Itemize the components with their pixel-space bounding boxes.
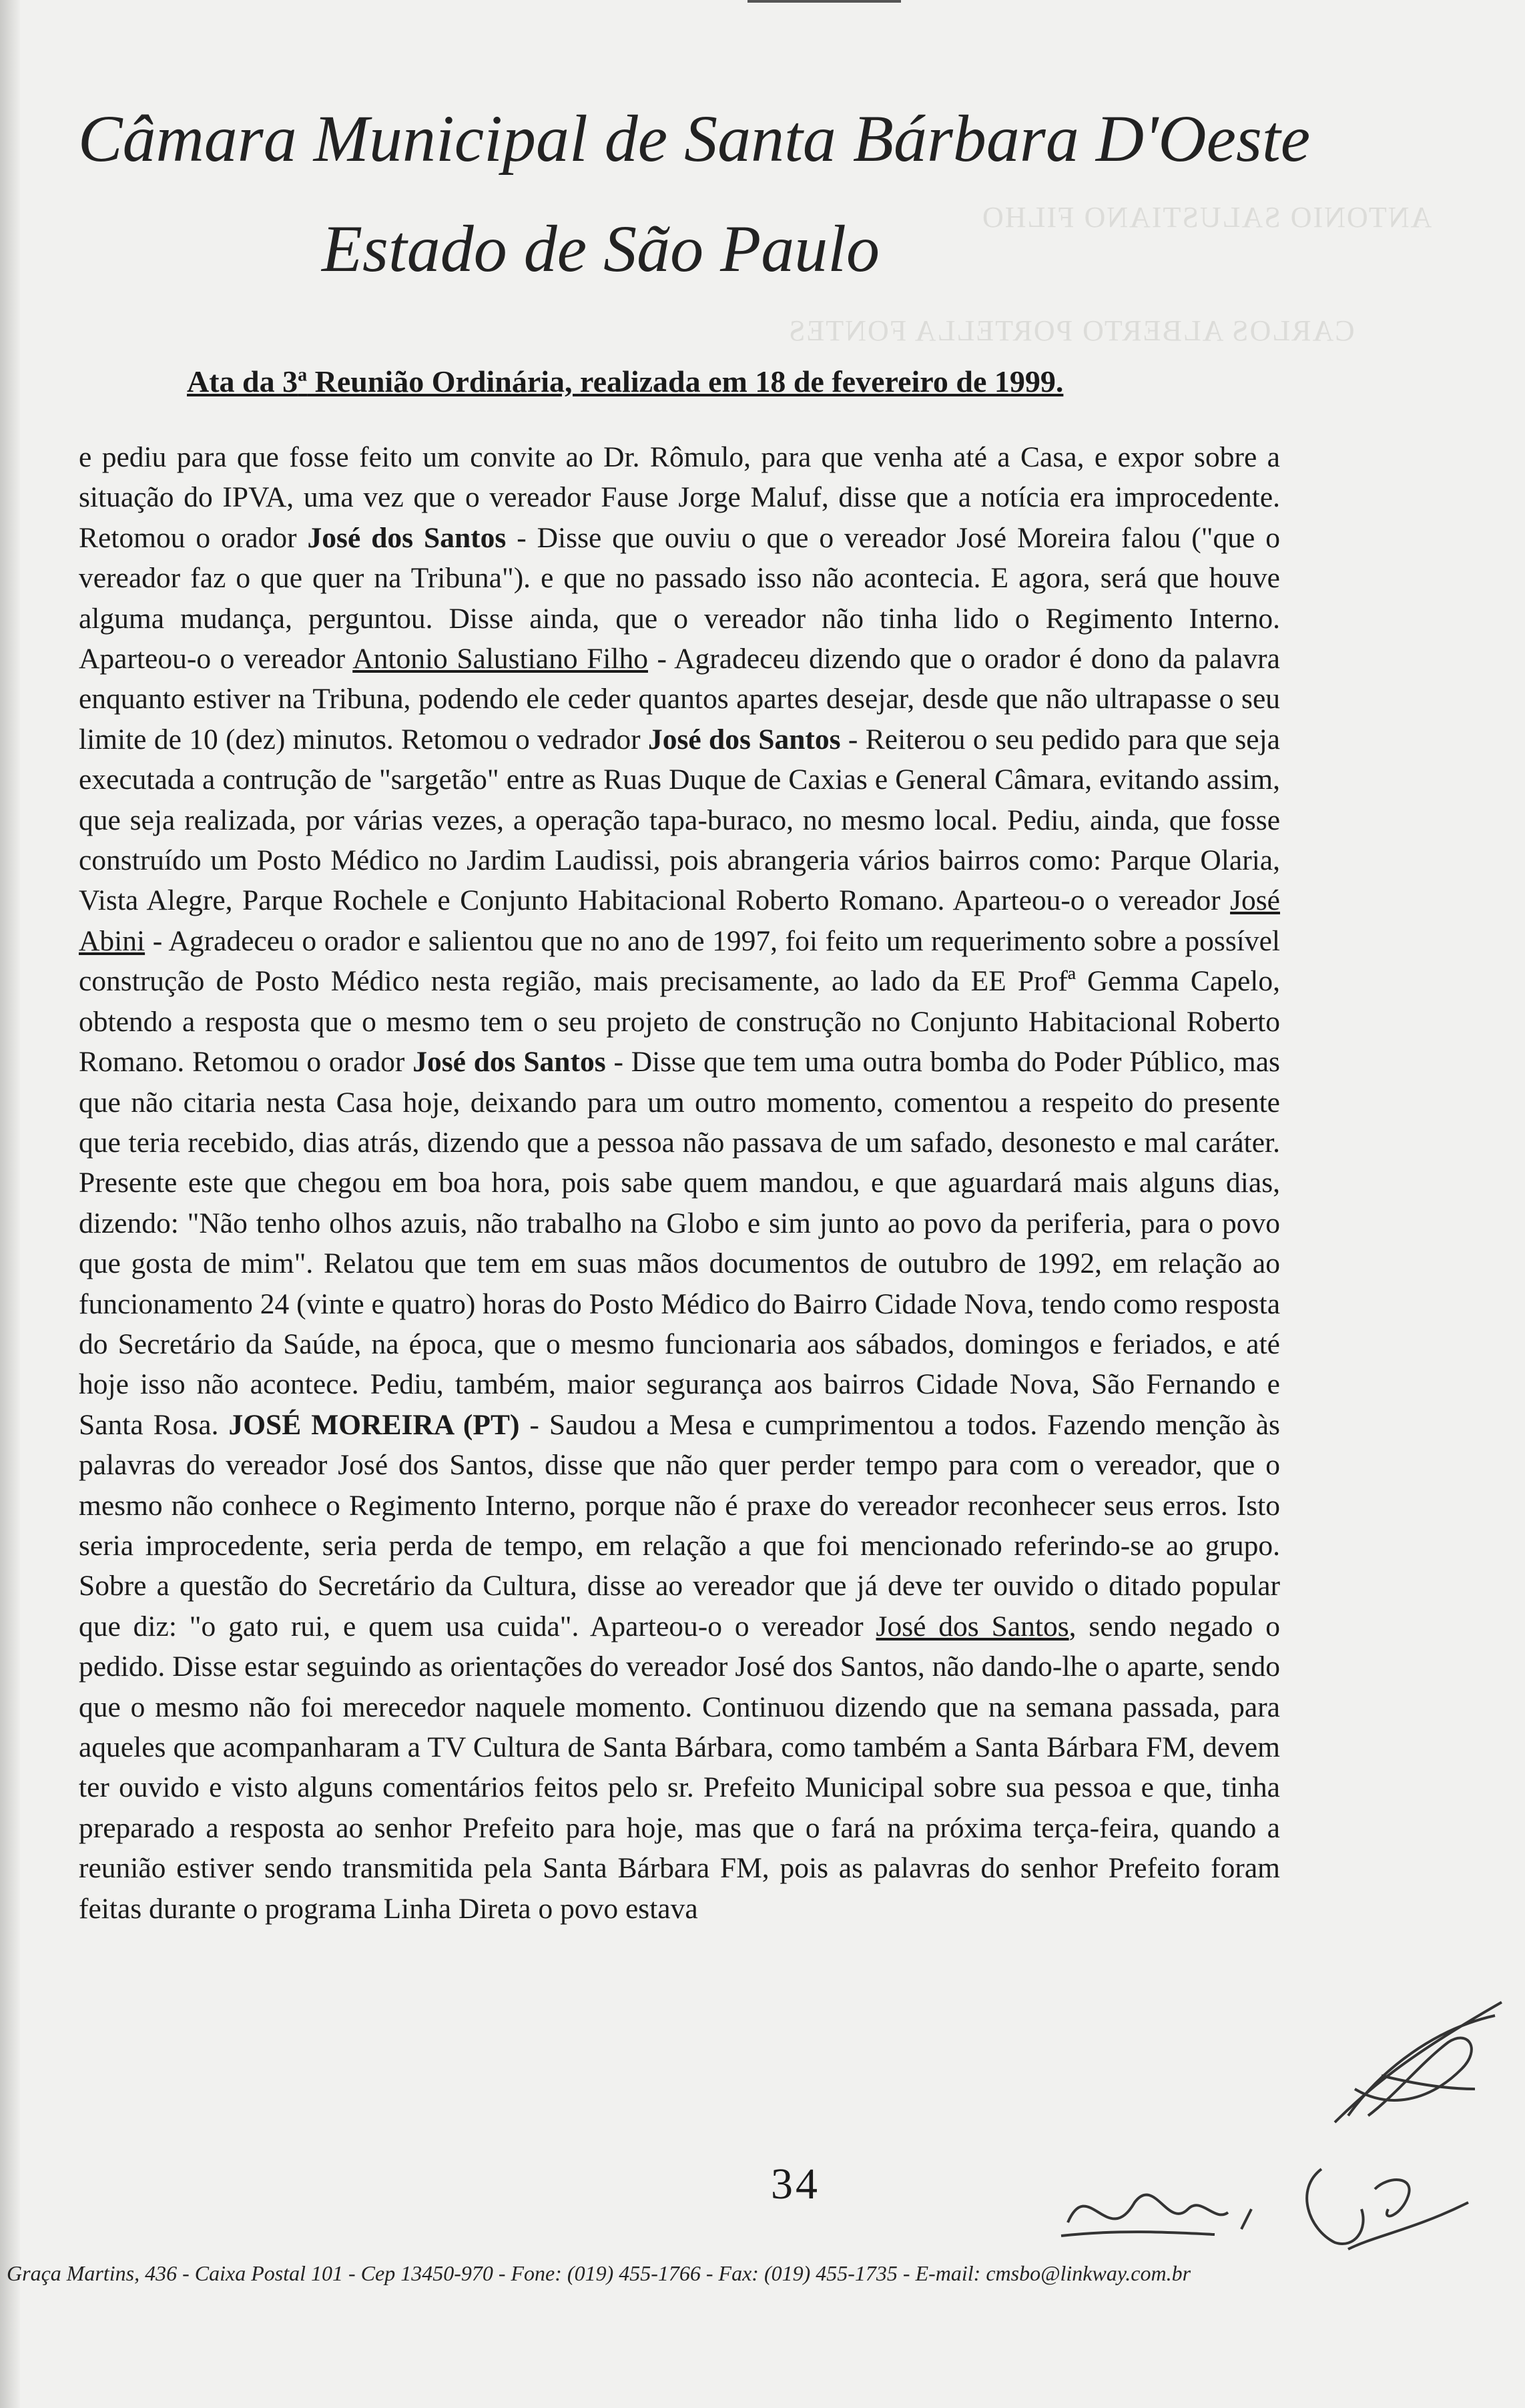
state-heading: Estado de São Paulo: [321, 212, 880, 286]
title-prefix: Ata da 3: [187, 364, 298, 398]
underlined-councilor-name: José dos Santos: [876, 1610, 1069, 1642]
body-text-segment: - Agradeceu o orador e salientou que no ano de 1997, foi feito um requerimento sobre a possível construção de Posto Médico nesta região, mais precisamente, ao lado da EE Profª Gemma Capelo, obtendo a resposta que o mesmo tem o seu projeto de construção no Conjunto Habitacional Roberto Romano. Retomou o orador: [79, 924, 1280, 1079]
minutes-body: [79, 437, 1280, 1929]
speaker-name: JOSÉ MOREIRA (PT): [228, 1408, 520, 1441]
body-text-segment: - Reiterou o seu pedido para que seja executada a contrução de "sargetão" entre as Ruas Duque de Caxias e General Câmara, evitando assim, que seja realizada, por várias vezes, a operação tapa-buraco, no mesmo local. Pediu, ainda, que fosse construído um Posto Médico no Jardim Laudissi, pois abrangeria vários bairros como: Parque Olaria, Vista Alegre, Parque Rochele e Conjunto Habitacional Roberto Romano. Aparteou-o o vereador: [79, 723, 1280, 917]
title-ordinal: a: [298, 364, 308, 386]
page-number: 34: [771, 2160, 820, 2208]
margin-scribble-signature: [1328, 1989, 1515, 2149]
council-name-heading: Câmara Municipal de Santa Bárbara D'Oeste: [77, 101, 1311, 176]
speaker-name: José dos Santos: [412, 1046, 606, 1079]
body-text-segment: e pediu para que fosse feito um convite ao Dr. Rômulo, para que venha até a Casa, e expor sobre a situação do IPVA, uma vez que o vereador Fause Jorge Maluf, disse que a notícia era improcedente. Retomou o orador: [79, 441, 1280, 554]
title-rest: Reunião Ordinária, realizada em 18 de fevereiro de 1999.: [307, 364, 1064, 398]
bleed-through-text-2: CARLOS ALBERTO PORTELLA FONTES: [788, 314, 1355, 347]
handwritten-signatures: [1041, 2149, 1522, 2269]
minutes-title: [187, 364, 1188, 399]
bleed-through-text-1: ANTONIO SALUSTIANO FILHO: [981, 201, 1432, 234]
footer-address: Graça Martins, 436 - Caixa Postal 101 - Cep 13450-970 - Fone: (019) 455-1766 - Fax: (019) 455-1735 - E-mail: cmsbo@linkway.com.br: [7, 2261, 1191, 2285]
underlined-councilor-name: José Abini: [79, 884, 1280, 957]
body-text-segment: - Disse que ouviu o que o vereador José Moreira falou ("que o vereador faz o que quer na Tribuna"). e que no passado isso não acontecia. E agora, será que houve alguma mudança, perguntou. Disse ainda, que o vereador não tinha lido o Regimento Interno. Aparteou-o o vereador: [79, 521, 1280, 675]
top-edge-mark: [747, 0, 901, 3]
body-text-segment: - Saudou a Mesa e cumprimentou a todos. Fazendo menção às palavras do vereador José dos Santos, disse que não quer perder tempo para com o vereador, que o mesmo não conhece o Regimento Interno, porque não é praxe do vereador reconhecer seus erros. Isto seria improcedente, seria perda de tempo, em relação a que foi mencionado referindo-se ao grupo. Sobre a questão do Secretário da Cultura, disse ao vereador que já deve ter ouvido o ditado popular que diz: "o gato rui, e quem usa cuida". Aparteou-o o vereador: [79, 1408, 1280, 1642]
speaker-name: José dos Santos: [307, 521, 507, 554]
body-text-segment: - Agradeceu dizendo que o orador é dono da palavra enquanto estiver na Tribuna, podendo ele ceder quantos apartes desejar, desde que não ultrapasse o seu limite de 10 (dez) minutos. Retomou o vedrador: [79, 643, 1280, 756]
body-paragraph: [79, 437, 1280, 1929]
speaker-name: José dos Santos: [647, 723, 841, 756]
body-text-segment: , sendo negado o pedido. Disse estar seguindo as orientações do vereador José dos Santos, não dando-lhe o aparte, sendo que o mesmo não foi merecedor naquele momento. Continuou dizendo que na semana passada, para aqueles que acompanharam a TV Cultura de Santa Bárbara, como também a Santa Bárbara FM, devem ter ouvido e visto alguns comentários feitos pelo sr. Prefeito Municipal sobre sua pessoa e que, tinha preparado a resposta ao senhor Prefeito para hoje, mas que o fará na próxima terça-feira, quando a reunião estiver sendo transmitida pela Santa Bárbara FM, pois as palavras do senhor Prefeito foram feitas durante o programa Linha Direta o povo estava: [79, 1610, 1280, 1925]
page-edge-shadow: [0, 0, 20, 2408]
underlined-councilor-name: Antonio Salustiano Filho: [352, 643, 648, 675]
body-text-segment: - Disse que tem uma outra bomba do Poder Público, mas que não citaria nesta Casa hoje, deixando para um outro momento, comentou a respeito do presente que teria recebido, dias atrás, dizendo que a pessoa não passava de um safado, desonesto e mal caráter. Presente este que chegou em boa hora, pois sabe quem mandou, e que aguardará mais alguns dias, dizendo: "Não tenho olhos azuis, não trabalho na Globo e sim junto ao povo da periferia, para o povo que gosta de mim". Relatou que tem em suas mãos documentos de outubro de 1992, em relação ao funcionamento 24 (vinte e quatro) horas do Posto Médico do Bairro Cidade Nova, tendo como resposta do Secretário da Saúde, na época, que o mesmo funcionaria aos sábados, domingos e feriados, e até hoje isso não acontece. Pediu, também, maior segurança aos bairros Cidade Nova, São Fernando e Santa Rosa.: [79, 1046, 1281, 1441]
